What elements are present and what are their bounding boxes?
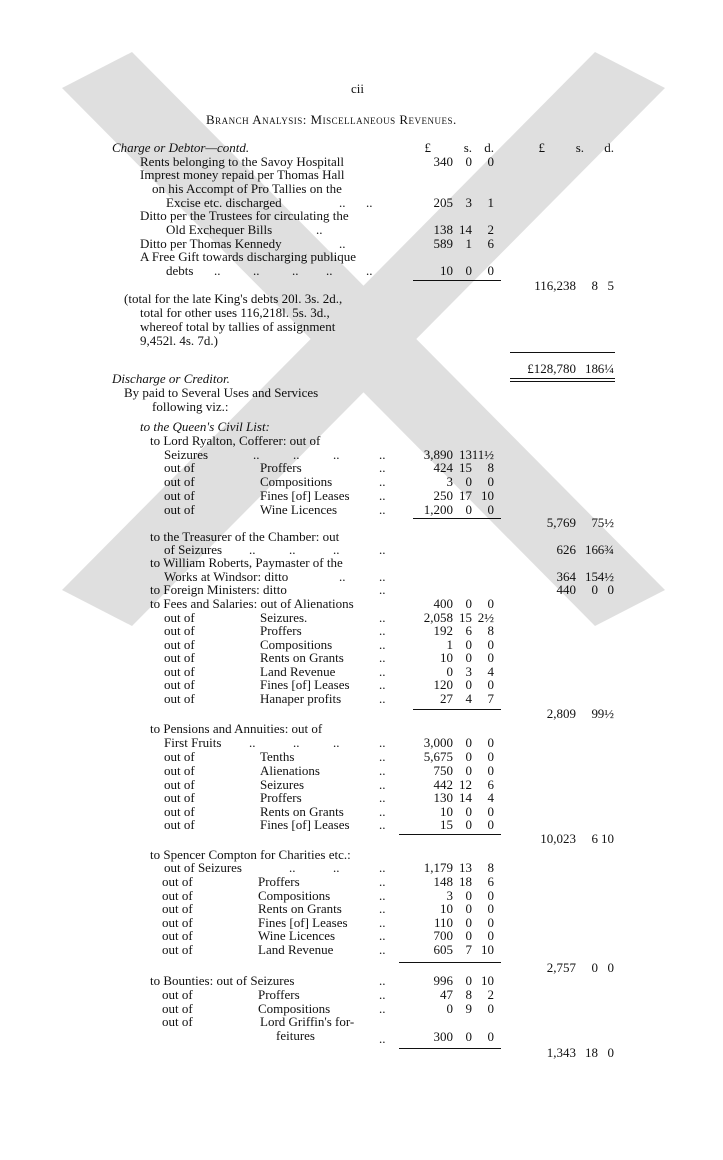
total-shillings: 15 bbox=[585, 569, 598, 584]
amount-pounds: 0 bbox=[446, 1001, 453, 1016]
leader-dots: .. bbox=[293, 447, 300, 462]
amount-pounds: 1,200 bbox=[423, 502, 453, 517]
item-label: Land Revenue bbox=[260, 664, 336, 679]
out-of-label: out of bbox=[164, 749, 195, 764]
item-label: Compositions bbox=[260, 474, 333, 489]
total-pence: 4½ bbox=[597, 569, 614, 584]
section-title: Charge or Debtor—contd. bbox=[112, 140, 250, 155]
leader-dots: .. bbox=[333, 735, 340, 750]
total-pounds: 364 bbox=[556, 569, 576, 584]
total-shillings: 7 bbox=[591, 515, 598, 530]
amount-pounds: 1,179 bbox=[423, 860, 453, 875]
line: Ditto per the Trustees for circulating the bbox=[140, 208, 349, 223]
amount-pence: 4 bbox=[487, 664, 494, 679]
amount-pence: 0 bbox=[487, 502, 494, 517]
leader-dots: .. bbox=[379, 777, 386, 792]
out-of-label: out of bbox=[164, 804, 195, 819]
amount-pounds: 700 bbox=[433, 928, 453, 943]
out-of-label: out of bbox=[162, 901, 193, 916]
amount-pounds: 110 bbox=[433, 915, 453, 930]
out-of-label: out of bbox=[162, 874, 193, 889]
total-pounds: £128,780 bbox=[527, 361, 576, 376]
item-label: Seizures. bbox=[260, 610, 308, 625]
amount-shillings: 1 bbox=[465, 236, 472, 251]
line: to Spencer Compton for Charities etc.: bbox=[150, 847, 351, 862]
leader-dots: .. bbox=[333, 542, 340, 557]
line: on his Accompt of Pro Tallies on the bbox=[152, 181, 342, 196]
out-of-label: out of bbox=[162, 1014, 193, 1029]
amount-pence: 0 bbox=[487, 474, 494, 489]
out-of-label: out of bbox=[164, 817, 195, 832]
leader-dots: .. bbox=[379, 973, 386, 988]
total-pounds: 2,809 bbox=[546, 706, 576, 721]
item-label: Rents on Grants bbox=[260, 804, 344, 819]
amount-shillings: 3 bbox=[465, 664, 472, 679]
amount-shillings: 15 bbox=[459, 460, 472, 475]
amount-pence: 0 bbox=[487, 817, 494, 832]
out-of-label: out of bbox=[164, 460, 195, 475]
out-of-label: out of bbox=[162, 1001, 193, 1016]
item-label: Hanaper profits bbox=[260, 691, 342, 706]
amount-pounds: 1 bbox=[446, 637, 453, 652]
amount-shillings: 0 bbox=[465, 263, 472, 278]
amount-pence: 0 bbox=[487, 154, 494, 169]
amount-shillings: 0 bbox=[465, 888, 472, 903]
amount-shillings: 0 bbox=[465, 928, 472, 943]
amount-pence: 6 bbox=[487, 236, 494, 251]
amount-pence: 8 bbox=[487, 460, 494, 475]
line: to the Treasurer of the Chamber: out bbox=[150, 529, 340, 544]
line: debts bbox=[166, 263, 194, 278]
amount-pounds: 5,675 bbox=[423, 749, 453, 764]
amount-pounds: 138 bbox=[433, 222, 453, 237]
line: First Fruits bbox=[164, 735, 222, 750]
amount-pounds: 192 bbox=[433, 623, 453, 638]
leader-dots: .. bbox=[379, 610, 386, 625]
amount-shillings: 14 bbox=[459, 222, 472, 237]
leader-dots: .. bbox=[379, 447, 386, 462]
amount-pence: 0 bbox=[487, 915, 494, 930]
amount-shillings: 3 bbox=[465, 195, 472, 210]
out-of-label: out of bbox=[162, 987, 193, 1002]
out-of-label: out of bbox=[164, 664, 195, 679]
leader-dots: .. bbox=[379, 1001, 386, 1016]
leader-dots: .. bbox=[339, 569, 346, 584]
amount-pence: 0 bbox=[487, 763, 494, 778]
leader-dots: .. bbox=[379, 817, 386, 832]
line: A Free Gift towards discharging publique bbox=[140, 249, 357, 264]
amount-pounds: 3 bbox=[446, 888, 453, 903]
line: to Lord Ryalton, Cofferer: out of bbox=[150, 433, 321, 448]
amount-pounds: 424 bbox=[433, 460, 453, 475]
amount-pounds: 400 bbox=[433, 596, 453, 611]
leader-dots: .. bbox=[253, 447, 260, 462]
leader-dots: .. bbox=[379, 637, 386, 652]
total-shillings: 18 bbox=[585, 1045, 598, 1060]
total-pence: 0 bbox=[607, 582, 614, 597]
amount-shillings: 0 bbox=[465, 901, 472, 916]
amount-pence: 0 bbox=[487, 901, 494, 916]
item-label: Land Revenue bbox=[258, 942, 334, 957]
amount-pounds: 10 bbox=[440, 650, 453, 665]
total-rule bbox=[510, 352, 615, 353]
leader-dots: .. bbox=[366, 195, 373, 210]
total-pence: 6¾ bbox=[597, 542, 614, 557]
amount-shillings: 18 bbox=[459, 874, 472, 889]
total-pence: 10 bbox=[601, 831, 614, 846]
column-shillings-2: s. bbox=[575, 140, 584, 155]
amount-pence: 0 bbox=[487, 650, 494, 665]
amount-pence: 7 bbox=[487, 691, 494, 706]
leader-dots: .. bbox=[379, 790, 386, 805]
amount-pounds: 15 bbox=[440, 817, 453, 832]
amount-pounds: 605 bbox=[433, 942, 453, 957]
total-shillings: 9 bbox=[591, 706, 598, 721]
amount-pence: 10 bbox=[481, 488, 494, 503]
out-of-label: out of bbox=[164, 790, 195, 805]
amount-shillings: 0 bbox=[465, 817, 472, 832]
amount-pence: 8 bbox=[487, 860, 494, 875]
line: whereof total by tallies of assignment bbox=[140, 319, 336, 334]
leader-dots: .. bbox=[316, 222, 323, 237]
amount-pounds: 3,000 bbox=[423, 735, 453, 750]
amount-shillings: 7 bbox=[465, 942, 472, 957]
item-label: Proffers bbox=[258, 987, 300, 1002]
line: Rents belonging to the Savoy Hospitall bbox=[140, 154, 345, 169]
amount-pence: 8 bbox=[487, 623, 494, 638]
out-of-label: out of bbox=[164, 474, 195, 489]
amount-pounds: 3,890 bbox=[423, 447, 453, 462]
leader-dots: .. bbox=[214, 263, 221, 278]
item-label: Lord Griffin's for- bbox=[260, 1014, 355, 1029]
leader-dots: .. bbox=[333, 860, 340, 875]
leader-dots: .. bbox=[379, 915, 386, 930]
total-pounds: 5,769 bbox=[546, 515, 576, 530]
leader-dots: .. bbox=[379, 691, 386, 706]
item-label: Tenths bbox=[260, 749, 295, 764]
total-pence: 5½ bbox=[597, 515, 614, 530]
leader-dots: .. bbox=[339, 195, 346, 210]
leader-dots: .. bbox=[379, 735, 386, 750]
leader-dots: .. bbox=[379, 582, 386, 597]
total-pence: 5 bbox=[607, 278, 614, 293]
amount-shillings: 13 bbox=[459, 447, 472, 462]
amount-pence: 6 bbox=[487, 874, 494, 889]
out-of-label: out of bbox=[164, 763, 195, 778]
item-label: Wine Licences bbox=[258, 928, 336, 943]
out-of-label: out of bbox=[164, 691, 195, 706]
total-rule bbox=[413, 518, 501, 519]
line: Excise etc. discharged bbox=[166, 195, 282, 210]
out-of-label: out of bbox=[164, 502, 195, 517]
leader-dots: .. bbox=[289, 542, 296, 557]
amount-pence: 0 bbox=[487, 928, 494, 943]
amount-shillings: 0 bbox=[465, 735, 472, 750]
amount-pence: 0 bbox=[487, 1029, 494, 1044]
leader-dots: .. bbox=[289, 860, 296, 875]
total-pence: 6¼ bbox=[597, 361, 614, 376]
amount-pence: 6 bbox=[487, 777, 494, 792]
item-label: Proffers bbox=[260, 460, 302, 475]
leader-dots: .. bbox=[379, 569, 386, 584]
total-pence: 9½ bbox=[597, 706, 614, 721]
amount-pence: 0 bbox=[487, 735, 494, 750]
amount-pounds: 130 bbox=[433, 790, 453, 805]
leader-dots: .. bbox=[379, 942, 386, 957]
amount-pence: 0 bbox=[487, 596, 494, 611]
amount-pence: 0 bbox=[487, 677, 494, 692]
amount-pence: 1 bbox=[487, 195, 494, 210]
amount-pounds: 3 bbox=[446, 474, 453, 489]
amount-shillings: 17 bbox=[459, 488, 472, 503]
total-shillings: 16 bbox=[585, 542, 598, 557]
amount-shillings: 0 bbox=[465, 749, 472, 764]
total-pence: 0 bbox=[607, 960, 614, 975]
item-label: Rents on Grants bbox=[258, 901, 342, 916]
amount-pence: 2 bbox=[487, 987, 494, 1002]
amount-pounds: 589 bbox=[433, 236, 453, 251]
leader-dots: .. bbox=[379, 901, 386, 916]
line: Ditto per Thomas Kennedy bbox=[140, 236, 282, 251]
amount-pence: 11½ bbox=[471, 447, 494, 462]
amount-shillings: 0 bbox=[465, 650, 472, 665]
amount-pounds: 2,058 bbox=[423, 610, 453, 625]
amount-pence: 0 bbox=[487, 804, 494, 819]
page-number: cii bbox=[351, 81, 364, 96]
total-shillings: 0 bbox=[591, 582, 598, 597]
column-pence-2: d. bbox=[604, 140, 614, 155]
out-of-label: out of bbox=[164, 623, 195, 638]
leader-dots: .. bbox=[379, 542, 386, 557]
leader-dots: .. bbox=[253, 263, 260, 278]
column-pence-1: d. bbox=[484, 140, 494, 155]
line: 9,452l. 4s. 7d.) bbox=[140, 333, 218, 348]
leader-dots: .. bbox=[379, 888, 386, 903]
total-shillings: 6 bbox=[591, 831, 598, 846]
amount-shillings: 8 bbox=[465, 987, 472, 1002]
column-pounds-2: £ bbox=[538, 140, 545, 155]
column-shillings-1: s. bbox=[463, 140, 472, 155]
amount-pence: 0 bbox=[487, 749, 494, 764]
total-shillings: 8 bbox=[591, 278, 598, 293]
line: Seizures bbox=[164, 447, 209, 462]
out-of-label: out of bbox=[164, 610, 195, 625]
amount-shillings: 14 bbox=[459, 790, 472, 805]
amount-shillings: 0 bbox=[465, 1029, 472, 1044]
amount-shillings: 13 bbox=[459, 860, 472, 875]
leader-dots: .. bbox=[379, 987, 386, 1002]
amount-pounds: 442 bbox=[433, 777, 453, 792]
amount-pence: 4 bbox=[487, 790, 494, 805]
amount-pounds: 750 bbox=[433, 763, 453, 778]
amount-pounds: 300 bbox=[433, 1029, 453, 1044]
item-label: Compositions bbox=[258, 888, 331, 903]
amount-pounds: 340 bbox=[433, 154, 453, 169]
leader-dots: .. bbox=[379, 763, 386, 778]
amount-shillings: 0 bbox=[465, 474, 472, 489]
leader-dots: .. bbox=[293, 735, 300, 750]
out-of-label: out of bbox=[162, 888, 193, 903]
amount-pence: 0 bbox=[487, 637, 494, 652]
amount-pounds: 996 bbox=[433, 973, 453, 988]
leader-dots: .. bbox=[379, 928, 386, 943]
leader-dots: .. bbox=[379, 749, 386, 764]
item-label: Wine Licences bbox=[260, 502, 338, 517]
line: of Seizures bbox=[164, 542, 223, 557]
out-of-label: out of bbox=[164, 677, 195, 692]
item-label: feitures bbox=[276, 1028, 315, 1043]
amount-pence: 10 bbox=[481, 973, 494, 988]
amount-shillings: 6 bbox=[465, 623, 472, 638]
leader-dots: .. bbox=[379, 1031, 386, 1046]
amount-pounds: 10 bbox=[440, 263, 453, 278]
item-label: Proffers bbox=[260, 623, 302, 638]
leader-dots: .. bbox=[379, 804, 386, 819]
item-label: Compositions bbox=[260, 637, 333, 652]
out-of-label: out of bbox=[164, 650, 195, 665]
leader-dots: .. bbox=[379, 460, 386, 475]
total-double-rule bbox=[510, 378, 615, 382]
line: By paid to Several Uses and Services bbox=[124, 385, 319, 400]
amount-pounds: 250 bbox=[433, 488, 453, 503]
line: Old Exchequer Bills bbox=[166, 222, 273, 237]
item-label: Fines [of] Leases bbox=[260, 677, 350, 692]
line: to Pensions and Annuities: out of bbox=[150, 721, 323, 736]
amount-shillings: 9 bbox=[465, 1001, 472, 1016]
total-pounds: 2,757 bbox=[546, 960, 576, 975]
line: out of Seizures bbox=[164, 860, 242, 875]
leader-dots: .. bbox=[292, 263, 299, 278]
amount-shillings: 0 bbox=[465, 637, 472, 652]
out-of-label: out of bbox=[164, 637, 195, 652]
section-title: Discharge or Creditor. bbox=[112, 371, 230, 386]
amount-shillings: 0 bbox=[465, 973, 472, 988]
amount-shillings: 0 bbox=[465, 154, 472, 169]
item-label: Fines [of] Leases bbox=[260, 488, 350, 503]
leader-dots: .. bbox=[249, 735, 256, 750]
amount-pence: 2½ bbox=[477, 610, 494, 625]
leader-dots: .. bbox=[379, 488, 386, 503]
total-rule bbox=[413, 709, 501, 710]
total-rule bbox=[399, 962, 501, 963]
line: to William Roberts, Paymaster of the bbox=[150, 555, 343, 570]
leader-dots: .. bbox=[326, 263, 333, 278]
amount-shillings: 12 bbox=[459, 777, 472, 792]
amount-pence: 2 bbox=[487, 222, 494, 237]
leader-dots: .. bbox=[379, 874, 386, 889]
item-label: Seizures bbox=[260, 777, 305, 792]
amount-pounds: 205 bbox=[433, 195, 453, 210]
amount-pounds: 47 bbox=[440, 987, 453, 1002]
amount-shillings: 15 bbox=[459, 610, 472, 625]
leader-dots: .. bbox=[379, 623, 386, 638]
amount-pounds: 10 bbox=[440, 804, 453, 819]
leader-dots: .. bbox=[379, 474, 386, 489]
item-label: Fines [of] Leases bbox=[260, 817, 350, 832]
leader-dots: .. bbox=[379, 502, 386, 517]
amount-shillings: 4 bbox=[465, 691, 472, 706]
line: (total for the late King's debts 20l. 3s. 2d., bbox=[124, 291, 343, 306]
item-label: Proffers bbox=[260, 790, 302, 805]
amount-pounds: 148 bbox=[433, 874, 453, 889]
line: to Bounties: out of Seizures bbox=[150, 973, 295, 988]
amount-pence: 10 bbox=[481, 942, 494, 957]
total-pence: 0 bbox=[607, 1045, 614, 1060]
line: Imprest money repaid per Thomas Hall bbox=[140, 167, 345, 182]
item-label: Proffers bbox=[258, 874, 300, 889]
amount-shillings: 0 bbox=[465, 677, 472, 692]
leader-dots: .. bbox=[379, 860, 386, 875]
column-pounds-1: £ bbox=[424, 140, 431, 155]
total-pounds: 1,343 bbox=[546, 1045, 576, 1060]
amount-pounds: 120 bbox=[433, 677, 453, 692]
total-pounds: 116,238 bbox=[534, 278, 576, 293]
leader-dots: .. bbox=[333, 447, 340, 462]
amount-shillings: 0 bbox=[465, 804, 472, 819]
leader-dots: .. bbox=[366, 263, 373, 278]
leader-dots: .. bbox=[379, 650, 386, 665]
item-label: Fines [of] Leases bbox=[258, 915, 348, 930]
sub-heading: to the Queen's Civil List: bbox=[140, 419, 270, 434]
out-of-label: out of bbox=[164, 777, 195, 792]
leader-dots: .. bbox=[339, 236, 346, 251]
amount-pence: 0 bbox=[487, 263, 494, 278]
out-of-label: out of bbox=[162, 915, 193, 930]
amount-pounds: 10 bbox=[440, 901, 453, 916]
total-pounds: 440 bbox=[556, 582, 576, 597]
amount-shillings: 0 bbox=[465, 763, 472, 778]
line: total for other uses 116,218l. 5s. 3d., bbox=[140, 305, 330, 320]
item-label: Alienations bbox=[260, 763, 320, 778]
amount-pounds: 0 bbox=[446, 664, 453, 679]
total-shillings: 18 bbox=[585, 361, 598, 376]
amount-shillings: 0 bbox=[465, 502, 472, 517]
out-of-label: out of bbox=[164, 488, 195, 503]
amount-pence: 0 bbox=[487, 1001, 494, 1016]
total-pounds: 10,023 bbox=[540, 831, 576, 846]
leader-dots: .. bbox=[249, 542, 256, 557]
total-shillings: 0 bbox=[591, 960, 598, 975]
line: to Fees and Salaries: out of Alienations bbox=[150, 596, 354, 611]
amount-pounds: 27 bbox=[440, 691, 453, 706]
page-heading: Branch Analysis: Miscellaneous Revenues. bbox=[206, 112, 457, 127]
item-label: Rents on Grants bbox=[260, 650, 344, 665]
total-pounds: 626 bbox=[556, 542, 576, 557]
total-rule bbox=[399, 834, 501, 835]
line: to Foreign Ministers: ditto bbox=[150, 582, 287, 597]
amount-shillings: 0 bbox=[465, 596, 472, 611]
item-label: Compositions bbox=[258, 1001, 331, 1016]
out-of-label: out of bbox=[162, 942, 193, 957]
amount-shillings: 0 bbox=[465, 915, 472, 930]
out-of-label: out of bbox=[162, 928, 193, 943]
leader-dots: .. bbox=[379, 664, 386, 679]
leader-dots: .. bbox=[379, 677, 386, 692]
total-rule bbox=[399, 1048, 501, 1049]
amount-pence: 0 bbox=[487, 888, 494, 903]
line: following viz.: bbox=[152, 399, 229, 414]
total-rule bbox=[413, 280, 501, 281]
line: Works at Windsor: ditto bbox=[164, 569, 289, 584]
